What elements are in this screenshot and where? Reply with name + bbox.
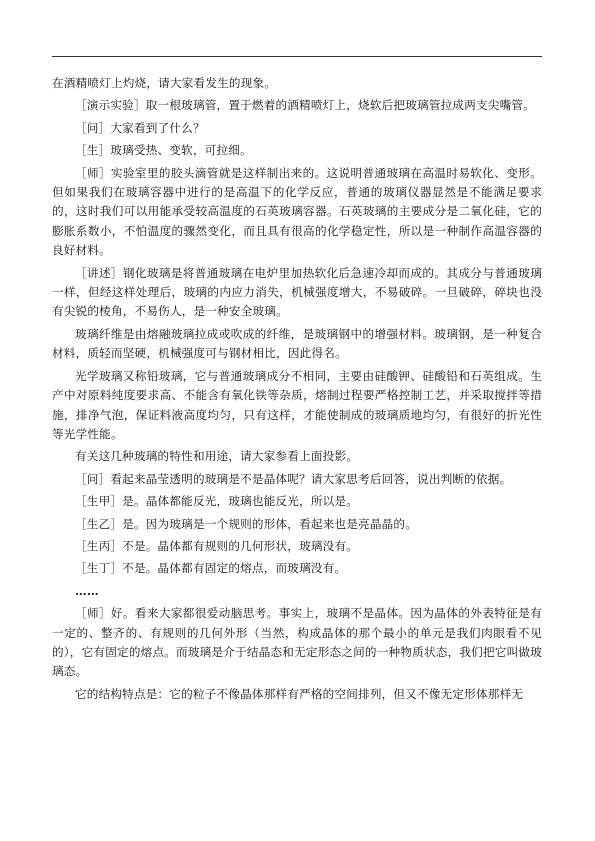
- paragraph: 有关这几种玻璃的特性和用途，请大家参看上面投影。: [75, 449, 359, 464]
- paragraph: 光学玻璃又称铅玻璃，它与普通玻璃成分不相同，主要由硅酸钾、硅酸铅和石英组成。生产中对原料纯度要求高、不能含有氧化铁等杂质，熔制过程要严格控制工艺，并采取搅拌等措施，排净气泡，保证料液高度均匀，只有这样，才能使制成的玻璃质地均匀，有很好的折光性等光学性能。: [52, 368, 542, 441]
- header-rule: [52, 56, 542, 57]
- body-text: [52, 74, 542, 704]
- paragraph: ［生］玻璃受热、变软，可拉细。: [75, 143, 252, 158]
- paragraph: ［问］大家看到了什么？: [75, 120, 205, 135]
- paragraph: ［生乙］是。因为玻璃是一个规则的形体，看起来也是亮晶晶的。: [75, 516, 418, 531]
- paragraph: ［生丁］不是。晶体都有固定的熔点，而玻璃没有。: [75, 561, 347, 576]
- paragraph: ［问］看起来晶莹透明的玻璃是不是晶体呢？请大家思考后回答，说出判断的依据。: [75, 471, 512, 486]
- paragraph: 玻璃纤维是由熔融玻璃拉成或吹成的纤维，是玻璃钢中的增强材料。玻璃钢，是一种复合材料，质轻而坚硬，机械强度可与钢材相比，因此得名。: [52, 326, 542, 361]
- paragraph: ［讲述］钢化玻璃是将普通玻璃在电炉里加热软化后急速冷却而成的。其成分与普通玻璃一样，但经这样处理后，玻璃的内应力消失，机械强度增大，不易破碎。一旦破碎，碎块也没有尖锐的棱角，不易伤人，是一种安全玻璃。: [52, 265, 542, 319]
- paragraph: ［师］实验室里的胶头滴管就是这样制出来的。这说明普通玻璃在高温时易软化、变形。但如果我们在玻璃容器中进行的是高温下的化学反应，普通的玻璃仪器显然是不能满足要求的，这时我们可以用能承受较高温度的石英玻璃容器。石英玻璃的主要成分是二氧化硅，它的膨胀系数小，不怕温度的骤然变化，而且具有很高的化学稳定性，所以是一种制作高温容器的良好材料。: [52, 165, 542, 258]
- paragraph: 它的结构特点是：它的粒子不像晶体那样有严格的空间排列，但又不像无定形体那样无: [75, 686, 524, 701]
- ellipsis: ……: [75, 583, 99, 598]
- paragraph: ［生甲］是。晶体都能反光，玻璃也能反光，所以是。: [75, 494, 359, 509]
- paragraph: ［师］好。看来大家都很爱动脑思考。事实上，玻璃不是晶体。因为晶体的外表特征是有一定的、整齐的、有规则的几何外形（当然，构成晶体的那个最小的单元是我们肉眼看不见的），它有固定的熔点。而玻璃是介于结晶态和无定形态之间的一种物质状态，我们把它叫做玻璃态。: [52, 606, 542, 679]
- paragraph: ［生丙］不是。晶体都有规则的几何形状，玻璃没有。: [75, 538, 359, 553]
- paragraph: 在酒精喷灯上灼烧，请大家看发生的现象。: [52, 76, 277, 90]
- paragraph: ［演示实验］取一根玻璃管，置于燃着的酒精喷灯上，烧软后把玻璃管拉成两支尖嘴管。: [75, 98, 535, 113]
